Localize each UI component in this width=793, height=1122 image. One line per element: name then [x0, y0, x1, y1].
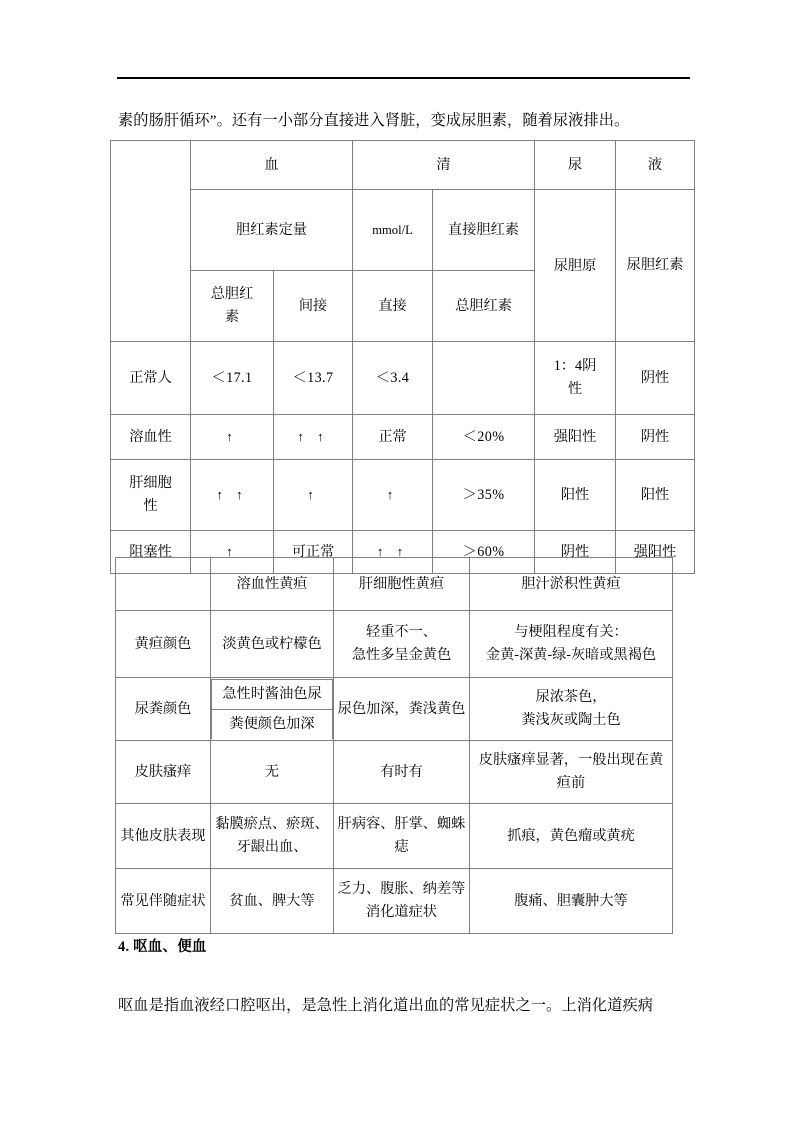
cell-itch-cholestatic: 皮肤瘙痒显著，一般出现在黄疸前: [470, 741, 673, 804]
cell-hepatocellular-total: ↑ ↑: [191, 460, 274, 531]
cell-normal-ratio: [433, 342, 535, 415]
table-header-row: [116, 558, 673, 611]
table-row: [116, 611, 673, 678]
cell-color-hepatocellular-line2: 急性多呈金黄色: [351, 647, 452, 663]
row-label-hemolytic: 溶血性: [111, 415, 191, 460]
cell-urine-hemolytic: [211, 678, 334, 741]
cell-urine-hemolytic-line2: 粪便颜色加深: [212, 710, 333, 740]
cell-color-hemolytic: 淡黄色或柠檬色: [211, 611, 334, 678]
section-heading-hematemesis: 4. 呕血、便血: [118, 939, 207, 955]
row-label-urine-stool-color: 尿粪颜色: [116, 678, 211, 741]
jaundice-corner-blank: [116, 558, 211, 611]
cell-color-cholestatic-line1: 与梗阻程度有关：: [514, 624, 628, 640]
cell-normal-urine-bilirubin: 阴性: [616, 342, 695, 415]
header-urine: 尿: [535, 141, 616, 190]
cell-normal-indirect: ＜13.7: [274, 342, 353, 415]
table-row: [116, 678, 673, 741]
row-label-skin-itch: 皮肤瘙痒: [116, 741, 211, 804]
table-row: [111, 415, 695, 460]
cell-other-hepatocellular: 肝病容、肝掌、蜘蛛痣: [334, 804, 470, 869]
row-label-common-symptoms: 常见伴随症状: [116, 869, 211, 934]
table-row: [111, 342, 695, 415]
cell-obstructive-indirect: 可正常: [274, 531, 353, 574]
header-serum: 清: [353, 141, 535, 190]
table-row: [116, 804, 673, 869]
table-header-row-2: [111, 190, 695, 271]
cell-normal-total: ＜17.1: [191, 342, 274, 415]
header-rule: [117, 77, 690, 79]
cell-hemolytic-ratio: ＜20%: [433, 415, 535, 460]
cell-urine-cholestatic: [470, 678, 673, 741]
intro-paragraph: 素的肠肝循环”。还有一小部分直接进入肾脏，变成尿胆素，随着尿液排出。: [118, 112, 630, 130]
cell-other-hemolytic: 黏膜瘀点、瘀斑、牙龈出血、: [211, 804, 334, 869]
header-unit-mmol: mmol/L: [353, 190, 433, 271]
header-total-bilirubin: 总胆红素: [191, 271, 274, 342]
cell-symptoms-hepatocellular: 乏力、腹胀、纳差等消化道症状: [334, 869, 470, 934]
bilirubin-table: [110, 140, 695, 574]
cell-symptoms-hemolytic: 贫血、脾大等: [211, 869, 334, 934]
header-urobilinogen: 尿胆原: [535, 190, 616, 342]
closing-paragraph: 呕血是指血液经口腔呕出，是急性上消化道出血的常见症状之一。上消化道疾病: [118, 997, 654, 1015]
cell-urine-cholestatic-line2: 粪浅灰或陶土色: [521, 712, 621, 728]
row-label-hepatocellular: 肝细胞性: [111, 460, 191, 531]
cell-hemolytic-direct: 正常: [353, 415, 433, 460]
cell-normal-urobilinogen: 1：4阴性: [535, 342, 616, 415]
cell-color-hepatocellular-line1: 轻重不一、: [366, 624, 437, 640]
jaundice-comparison-table: [115, 557, 673, 934]
header-fluid: 液: [616, 141, 695, 190]
header-bilirubin-quant: 胆红素定量: [191, 190, 353, 271]
table-row: [116, 741, 673, 804]
header-direct-bilirubin: 直接胆红素: [433, 190, 535, 271]
cell-hemolytic-indirect: ↑ ↑: [274, 415, 353, 460]
cell-symptoms-cholestatic: 腹痛、胆囊肿大等: [470, 869, 673, 934]
row-label-other-skin: 其他皮肤表现: [116, 804, 211, 869]
header-direct: 直接: [353, 271, 433, 342]
cell-color-cholestatic: [470, 611, 673, 678]
cell-obstructive-urine-bilirubin: 强阳性: [616, 531, 695, 574]
cell-color-hepatocellular: [334, 611, 470, 678]
cell-hepatocellular-direct: ↑: [353, 460, 433, 531]
jaundice-header-cholestatic: 胆汁淤积性黄疸: [470, 558, 673, 611]
cell-itch-hemolytic: 无: [211, 741, 334, 804]
table-row: [116, 869, 673, 934]
cell-urine-hemolytic-line1: 急性时酱油色尿: [212, 680, 333, 710]
cell-obstructive-ratio: ＞60%: [433, 531, 535, 574]
header-urine-bilirubin: 尿胆红素: [616, 190, 695, 342]
row-label-jaundice-color: 黄疸颜色: [116, 611, 211, 678]
header-blood: 血: [191, 141, 353, 190]
jaundice-header-hepatocellular: 肝细胞性黄疸: [334, 558, 470, 611]
table-row: [111, 460, 695, 531]
cell-color-cholestatic-line2: 金黄-深黄-绿-灰暗或黑褐色: [485, 647, 657, 663]
cell-hemolytic-total: ↑: [191, 415, 274, 460]
cell-obstructive-urobilinogen: 阴性: [535, 531, 616, 574]
cell-obstructive-total: ↑: [191, 531, 274, 574]
cell-obstructive-direct: ↑ ↑: [353, 531, 433, 574]
cell-urine-cholestatic-line1: 尿浓茶色，: [535, 689, 607, 705]
cell-hemolytic-urine-bilirubin: 阴性: [616, 415, 695, 460]
jaundice-header-hemolytic: 溶血性黄疸: [211, 558, 334, 611]
table-header-row-1: [111, 141, 695, 190]
cell-hemolytic-urobilinogen: 强阳性: [535, 415, 616, 460]
header-total-bilirubin-2: 总胆红素: [433, 271, 535, 342]
cell-hepatocellular-ratio: ＞35%: [433, 460, 535, 531]
row-label-normal: 正常人: [111, 342, 191, 415]
cell-hepatocellular-indirect: ↑: [274, 460, 353, 531]
cell-hepatocellular-urobilinogen: 阳性: [535, 460, 616, 531]
split-subcells: [211, 679, 333, 739]
cell-urine-hepatocellular: 尿色加深，粪浅黄色: [334, 678, 470, 741]
cell-itch-hepatocellular: 有时有: [334, 741, 470, 804]
cell-normal-direct: ＜3.4: [353, 342, 433, 415]
corner-blank-cell: [111, 141, 191, 342]
cell-hepatocellular-urine-bilirubin: 阳性: [616, 460, 695, 531]
row-label-obstructive: 阻塞性: [111, 531, 191, 574]
cell-other-cholestatic: 抓痕，黄色瘤或黄疣: [470, 804, 673, 869]
header-indirect: 间接: [274, 271, 353, 342]
